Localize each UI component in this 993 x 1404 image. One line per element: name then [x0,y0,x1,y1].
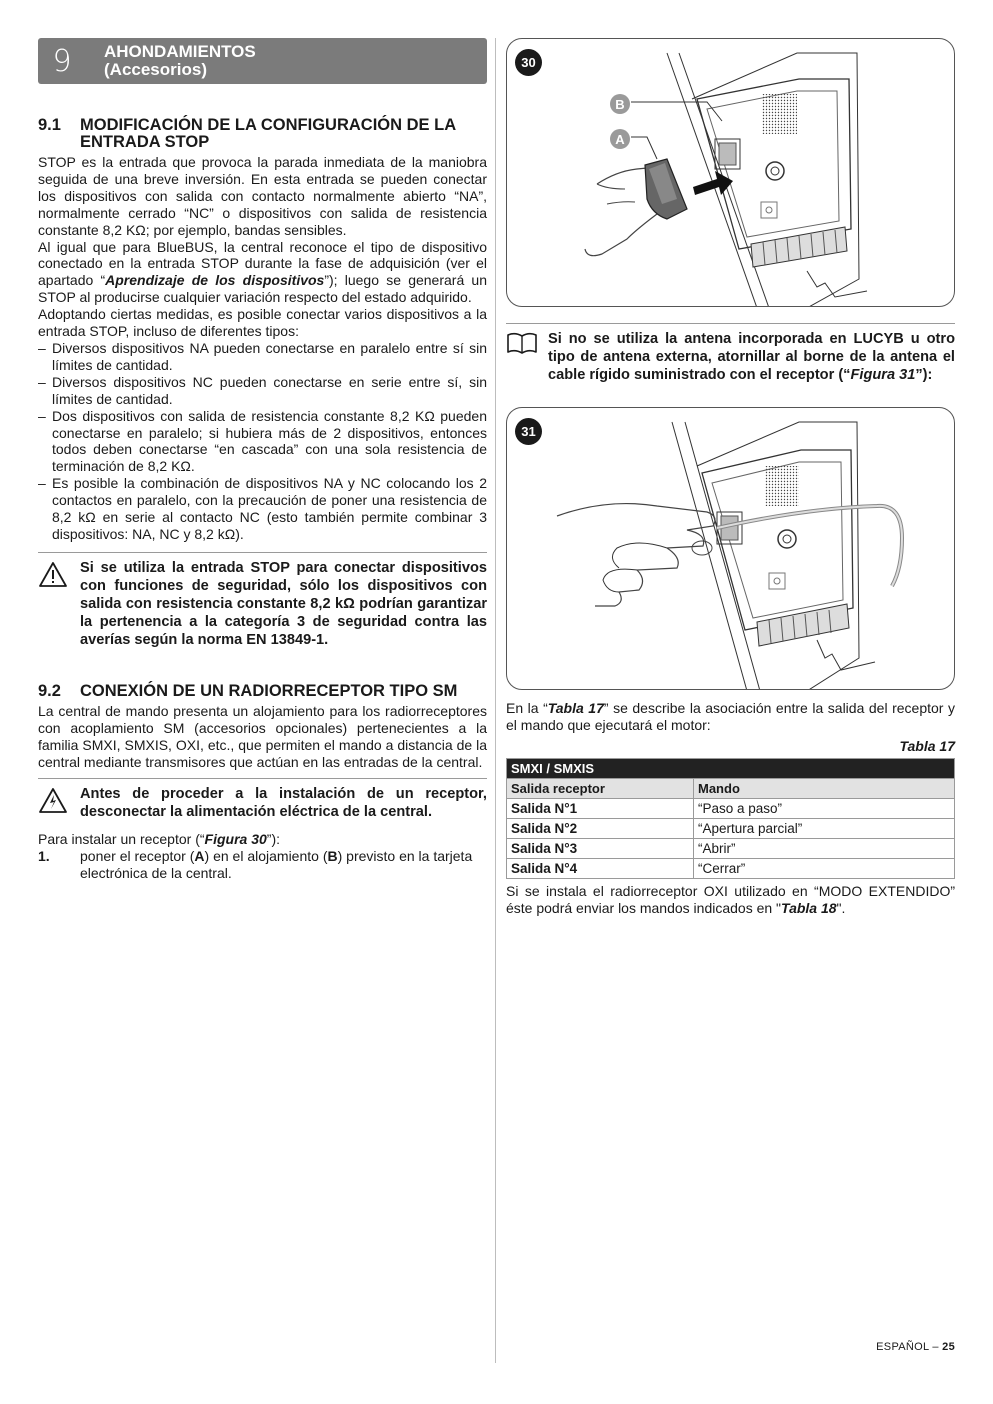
table-title-row: SMXI / SMXIS [507,758,955,778]
chapter-header [38,38,487,84]
section-9-2-heading: 9.2 CONEXIÓN DE UN RADIORRECEPTOR TIPO SM [38,681,458,700]
reference-link: Figura 31 [850,367,916,383]
paragraph: La central de mando presenta un alojamiento para los radiorreceptores con acoplamiento SM (accesorios opcionales) pertenecientes a la familia SMXI, SMXIS, OXI, etc., que permiten el mando a distancia de la central mediante transmisores que actúan en las entradas de la central. [38,702,487,770]
callout-label-b: B [610,94,630,114]
step-1: 1. poner el receptor (A) en el alojamiento (B) previsto en la tarjeta electrónica de la central. [38,848,473,882]
manual-note: Si no se utiliza la antena incorporada en LUCYB u otro tipo de antena externa, atornillar al borne de la antena el cable rígido suministrado con el receptor (“Figura 31”): [506,323,955,384]
table-row: Salida N°4 “Cerrar” [507,858,955,878]
table-header-row: Salida receptor Mando [507,778,955,798]
chapter-title: AHONDAMIENTOS (Accesorios) [104,42,256,79]
callout-label-a: A [610,129,630,149]
reference-link: Tabla 17 [547,700,604,716]
electric-hazard-icon [38,785,80,821]
section-9-1-heading: 9.1 MODIFICACIÓN DE LA CONFIGURACIÓN DE LA ENTRADA STOP [38,116,456,151]
paragraph: STOP es la entrada que provoca la parada inmediata de la maniobra seguida de una breve inversión. En esta entrada se pueden conectar los dispositivos con salida con contacto normalmente abierto “NA”, normalmente cerrado “NC” o dispositivos con salida de resistencia constante 8,2 KΩ; por ejemplo, bandas sensibles. [38,154,487,238]
table-intro: En la “Tabla 17” se describe la asociación entre la salida del receptor y el mando que ejecutará el motor: [506,700,955,733]
book-icon [506,330,548,384]
table-caption: Tabla 17 [899,737,955,754]
list-item: – Es posible la combinación de dispositivos NA y NC colocando los 2 contactos en paralelo, con la precaución de poner una resistencia de 8,2 kΩ en serie al contacto NC (esto también permite combinar 3 dispositivos: NA, NC y 8,2 kΩ). [38,475,487,542]
page-footer [876,1341,955,1353]
paragraph: Si se instala el radiorreceptor OXI utilizado en “MODO EXTENDIDO” éste podrá enviar los mandos indicados en "Tabla 18". [506,882,955,916]
electric-warning-note: Antes de proceder a la instalación de un receptor, desconectar la alimentación eléctrica de la central. [38,778,487,821]
right-column [506,38,955,917]
figure-number-badge: 31 [515,418,542,445]
list-item: – Diversos dispositivos NA pueden conectarse en paralelo entre sí sin límites de cantidad. [38,339,487,373]
reference-link: Tabla 18 [781,899,837,916]
chapter-number: 9 [52,43,72,79]
device-list [38,340,487,543]
paragraph: Adoptando ciertas medidas, es posible conectar varios dispositivos a la entrada STOP, incluso de diferentes tipos: [38,306,487,340]
column-divider [495,38,496,1363]
table-row: Salida N°3 “Abrir” [507,838,955,858]
figure-30 [506,38,955,307]
left-column [38,38,487,882]
table-row: Salida N°1 “Paso a paso” [507,798,955,818]
figure-31 [506,407,955,690]
figure-30-illustration [507,39,955,307]
list-item: – Diversos dispositivos NC pueden conectarse en serie entre sí, sin límites de cantidad. [38,373,487,407]
reference-link: Aprendizaje de los dispositivos [105,272,325,289]
figure-number-badge: 30 [515,49,542,76]
table-row: Salida N°2 “Apertura parcial” [507,818,955,838]
reference-link: Figura 30 [204,831,267,848]
table-17 [506,758,955,879]
paragraph: Para instalar un receptor (“Figura 30”): [38,831,280,848]
list-item: – Dos dispositivos con salida de resistencia constante 8,2 KΩ pueden conectarse en paralelo; si hubiera más de 2 dispositivos, entonces todos deben conectarse “en cascada” con una sola resistencia de terminación de 8,2 KΩ. [38,407,487,475]
figure-31-illustration [507,408,955,690]
paragraph: Al igual que para BlueBUS, la central reconoce el tipo de dispositivo conectado en la entrada STOP durante la fase de adquisición (ver el apartado “Aprendizaje de los dispositivos”); luego se generará un STOP al producirse cualquier variación respecto del estado adquirido. [38,238,487,306]
warning-note: Si se utiliza la entrada STOP para conectar dispositivos con funciones de seguridad, sólo los dispositivos con salida con resistencia constante 8,2 kΩ podrían garantizar la pertenencia a la categoría 3 de seguridad contra las averías según la norma EN 13849-1. [38,552,487,649]
page-number: 25 [942,1341,955,1353]
footer-language: ESPAÑOL – [876,1341,943,1353]
warning-triangle-icon [38,559,80,649]
